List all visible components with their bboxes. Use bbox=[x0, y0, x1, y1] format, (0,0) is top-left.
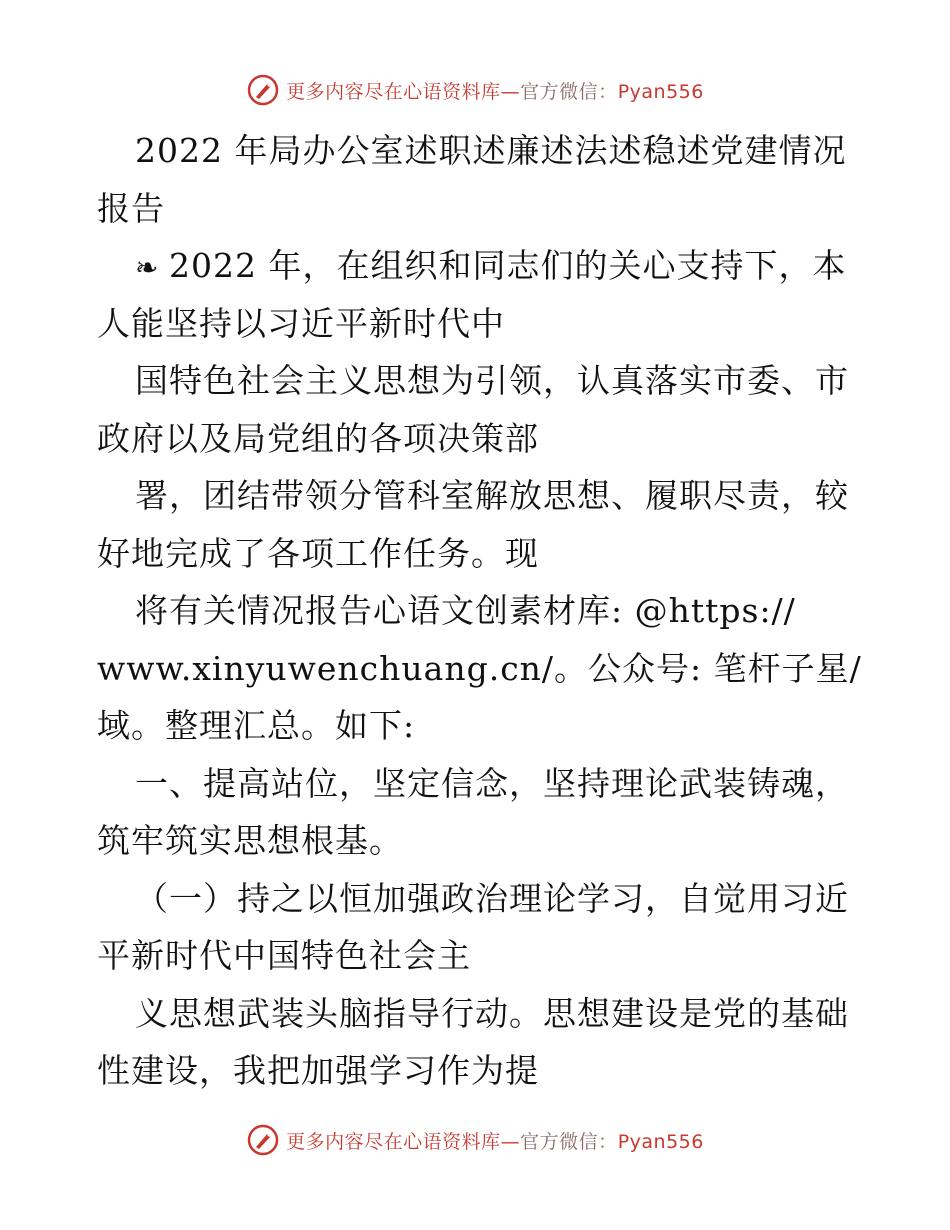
subsection-heading-line: （一）持之以恒加强政治理论学习，自觉用习近 bbox=[135, 878, 849, 918]
watermark-id: Pyan556 bbox=[617, 80, 704, 103]
watermark-main-text: 更多内容尽在心语资料库 bbox=[286, 1130, 501, 1153]
paragraph-line: 署，团结带领分管科室解放思想、履职尽责，较 bbox=[135, 476, 849, 515]
paragraph-line: 政府以及局党组的各项决策部 bbox=[97, 418, 539, 458]
decorative-bullet-icon: ❧ bbox=[135, 251, 160, 284]
paragraph-line: 国特色社会主义思想为引领，认真落实市委、市 bbox=[135, 361, 849, 400]
section-heading-line: 一、提高站位，坚定信念，坚持理论武装铸魂， bbox=[135, 763, 849, 803]
paragraph-line-text: 2022 年，在组织和同志们的关心支持下，本 bbox=[169, 246, 847, 285]
section-heading-line: 筑牢筑实思想根基。 bbox=[97, 821, 403, 860]
pen-nib-icon bbox=[246, 73, 280, 107]
watermark-id: Pyan556 bbox=[617, 1130, 704, 1153]
watermark-text bbox=[286, 77, 704, 104]
watermark-header bbox=[0, 70, 950, 110]
watermark-main-text: 更多内容尽在心语资料库 bbox=[286, 80, 501, 103]
watermark-separator: — bbox=[500, 1130, 521, 1153]
pen-nib-icon bbox=[246, 1123, 280, 1157]
watermark-footer bbox=[0, 1120, 950, 1160]
paragraph-line: www.xinyuwenchuang.cn/。公众号: 笔杆子星/ bbox=[97, 648, 862, 688]
document-title-line-1: 2022 年局办公室述职述廉述法述稳述党建情况 bbox=[135, 131, 847, 170]
paragraph-line: 义思想武装头脑指导行动。思想建设是党的基础 bbox=[135, 993, 849, 1033]
watermark-separator: — bbox=[500, 80, 521, 103]
subsection-heading-line: 平新时代中国特色社会主 bbox=[97, 936, 471, 975]
document-title-line-2: 报告 bbox=[97, 188, 165, 228]
watermark-text bbox=[286, 1127, 704, 1154]
paragraph-line: 性建设，我把加强学习作为提 bbox=[97, 1051, 539, 1090]
watermark-label: 官方微信： bbox=[520, 1130, 618, 1153]
watermark-label: 官方微信： bbox=[520, 80, 618, 103]
paragraph-line: 域。整理汇总。如下: bbox=[97, 706, 416, 745]
paragraph-line: 人能坚持以习近平新时代中 bbox=[97, 303, 505, 343]
paragraph-line: 将有关情况报告心语文创素材库: @https:// bbox=[135, 591, 796, 630]
paragraph-line: 好地完成了各项工作任务。现 bbox=[97, 533, 539, 573]
document-body bbox=[97, 122, 862, 1100]
paragraph-line bbox=[97, 237, 857, 295]
